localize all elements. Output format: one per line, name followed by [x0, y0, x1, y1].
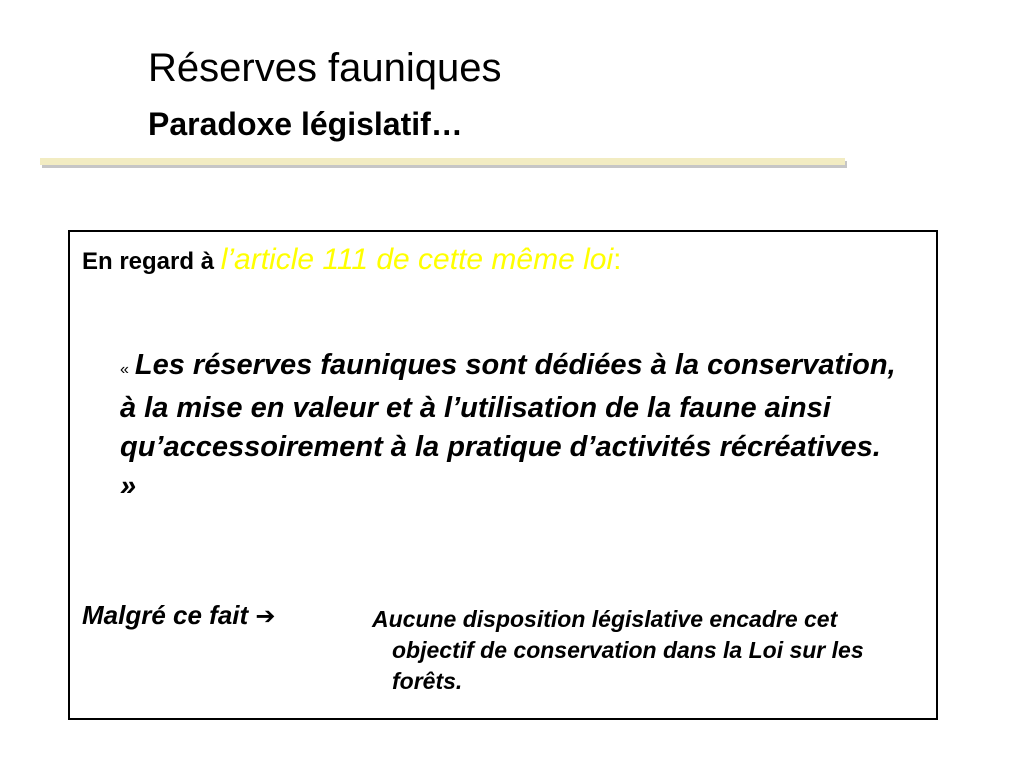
slide-subtitle: Paradoxe législatif… — [148, 106, 463, 142]
law-quote — [120, 346, 900, 506]
quote-text: Les réserves fauniques sont dédiées à la conservation, à la mise en valeur et à l’utilisation de la faune ainsi qu’accessoirement à la pratique d’activités récréatives. » — [120, 349, 896, 502]
intro-colon: : — [613, 243, 622, 276]
title-divider — [40, 158, 845, 165]
quote-open-mark: « — [120, 361, 129, 378]
conclusion-label-group — [82, 598, 276, 634]
slide-title: Réserves fauniques — [148, 46, 502, 90]
conclusion-label: Malgré ce fait — [82, 600, 249, 630]
content-box — [68, 230, 938, 720]
intro-line — [82, 242, 621, 280]
conclusion-statement: Aucune disposition législative encadre cet objectif de conservation dans la Loi sur les forêts. — [372, 606, 864, 694]
intro-lead: En regard à — [82, 248, 215, 275]
article-reference: l’article 111 de cette même loi — [220, 243, 614, 276]
arrow-right-icon: ➔ — [255, 603, 276, 630]
